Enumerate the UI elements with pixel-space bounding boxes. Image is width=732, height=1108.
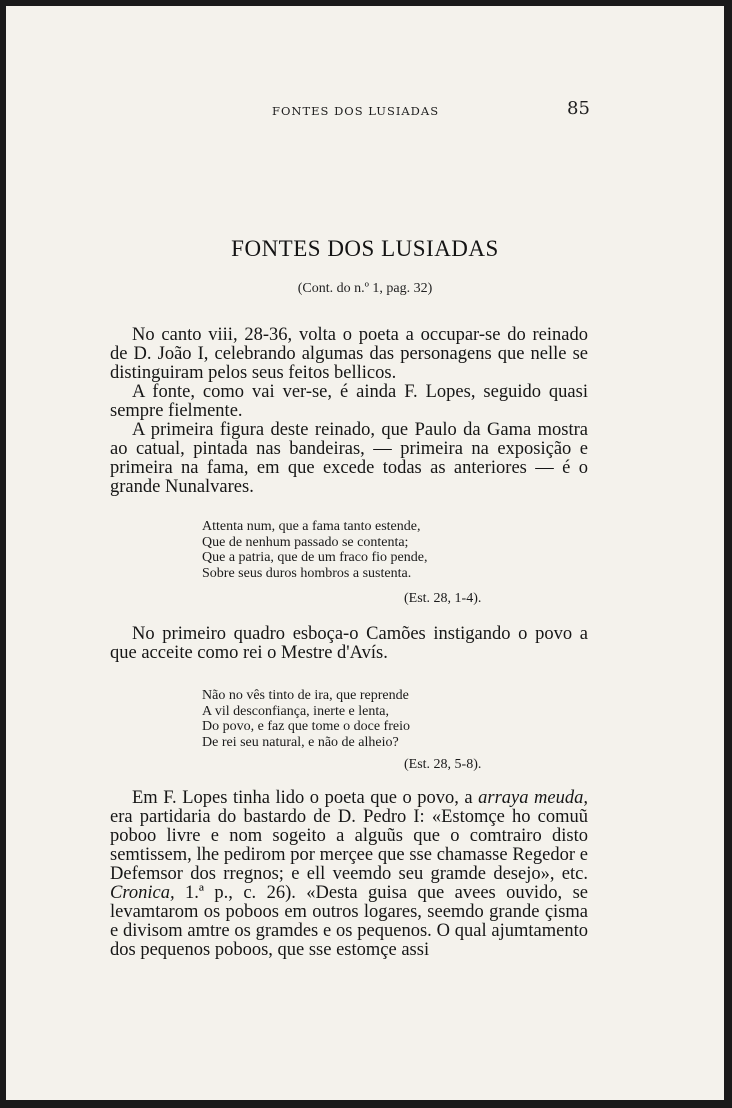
page-number: 85 bbox=[567, 98, 590, 119]
verse-line: Sobre seus duros hombros a sustenta. bbox=[202, 565, 412, 581]
paragraph-1: No canto viii, 28-36, volta o poeta a occupar-se do reinado de D. João I, celebrando algumas das personagens que nelle se distinguiram pelos seus feitos bellicos. bbox=[110, 325, 588, 383]
book-page bbox=[6, 6, 724, 1100]
verse-line: Que de nenhum passado se contenta; bbox=[202, 534, 409, 550]
body-block-1 bbox=[110, 326, 588, 497]
running-head-title: FONTES DOS LUSIADAS bbox=[272, 104, 440, 118]
paragraph-3: A primeira figura deste reinado, que Paulo da Gama mostra ao catual, pintada nas bandeiras, — primeira na exposição e primeira na fama, em que excede todas as anteriores — é o grande Nunalvares. bbox=[110, 420, 588, 497]
article-heading: FONTES DOS LUSIADAS bbox=[231, 236, 499, 261]
paragraph-5-italic-1: arraya meuda, bbox=[478, 788, 589, 808]
verse-line: Que a patria, que de um fraco fio pende, bbox=[202, 550, 428, 565]
paragraph-4: No primeiro quadro esboça-o Camões instigando o povo a que acceite como rei o Mestre d'Avís. bbox=[110, 624, 588, 663]
paragraph-5-text-b: era partidaria do bastardo de D. Pedro I: «Estomçe ho comuũ poboo livre e nom sogeito a alguũs que o comtrairo disto semtissem, lhe pedirom por merçee que sse chamasse Regedor e Defemsor dos rregnos; e ell veemdo seu gramde desejo», etc. bbox=[110, 807, 588, 884]
verse-line: A vil desconfiança, inerte e lenta, bbox=[202, 703, 389, 719]
paragraph-5-italic-2: Cronica, bbox=[110, 883, 175, 903]
verse-quote-1 bbox=[202, 519, 502, 581]
paragraph-5 bbox=[110, 789, 588, 960]
paragraph-5-text-c: 1.ª p., c. 26). «Desta guisa que avees ouvido, se levamtarom os poboos em outros logares, seemdo grande çisma e divisom amtre os gramdes e os pequenos. O qual ajumtamento dos pequenos poboos, que sse estomçe assi bbox=[110, 883, 588, 960]
verse-reference-2: (Est. 28, 5-8). bbox=[404, 757, 482, 772]
verse-quote-2 bbox=[202, 688, 502, 750]
verse-line: Não no vês tinto de ira, que reprende bbox=[202, 688, 409, 703]
paragraph-5-text-a: Em F. Lopes tinha lido o poeta que o povo, a bbox=[132, 788, 479, 808]
verse-line: Do povo, e faz que tome o doce freio bbox=[202, 719, 410, 734]
verse-line: Attenta num, que a fama tanto estende, bbox=[202, 519, 421, 534]
verse-line: De rei seu natural, e não de alheio? bbox=[202, 734, 399, 750]
paragraph-2: A fonte, como vai ver-se, é ainda F. Lopes, seguido quasi sempre fielmente. bbox=[110, 382, 588, 421]
continuation-note: (Cont. do n.º 1, pag. 32) bbox=[297, 281, 433, 296]
body-block-3 bbox=[110, 789, 588, 960]
body-block-2 bbox=[110, 625, 588, 663]
verse-reference-1: (Est. 28, 1-4). bbox=[404, 591, 482, 606]
